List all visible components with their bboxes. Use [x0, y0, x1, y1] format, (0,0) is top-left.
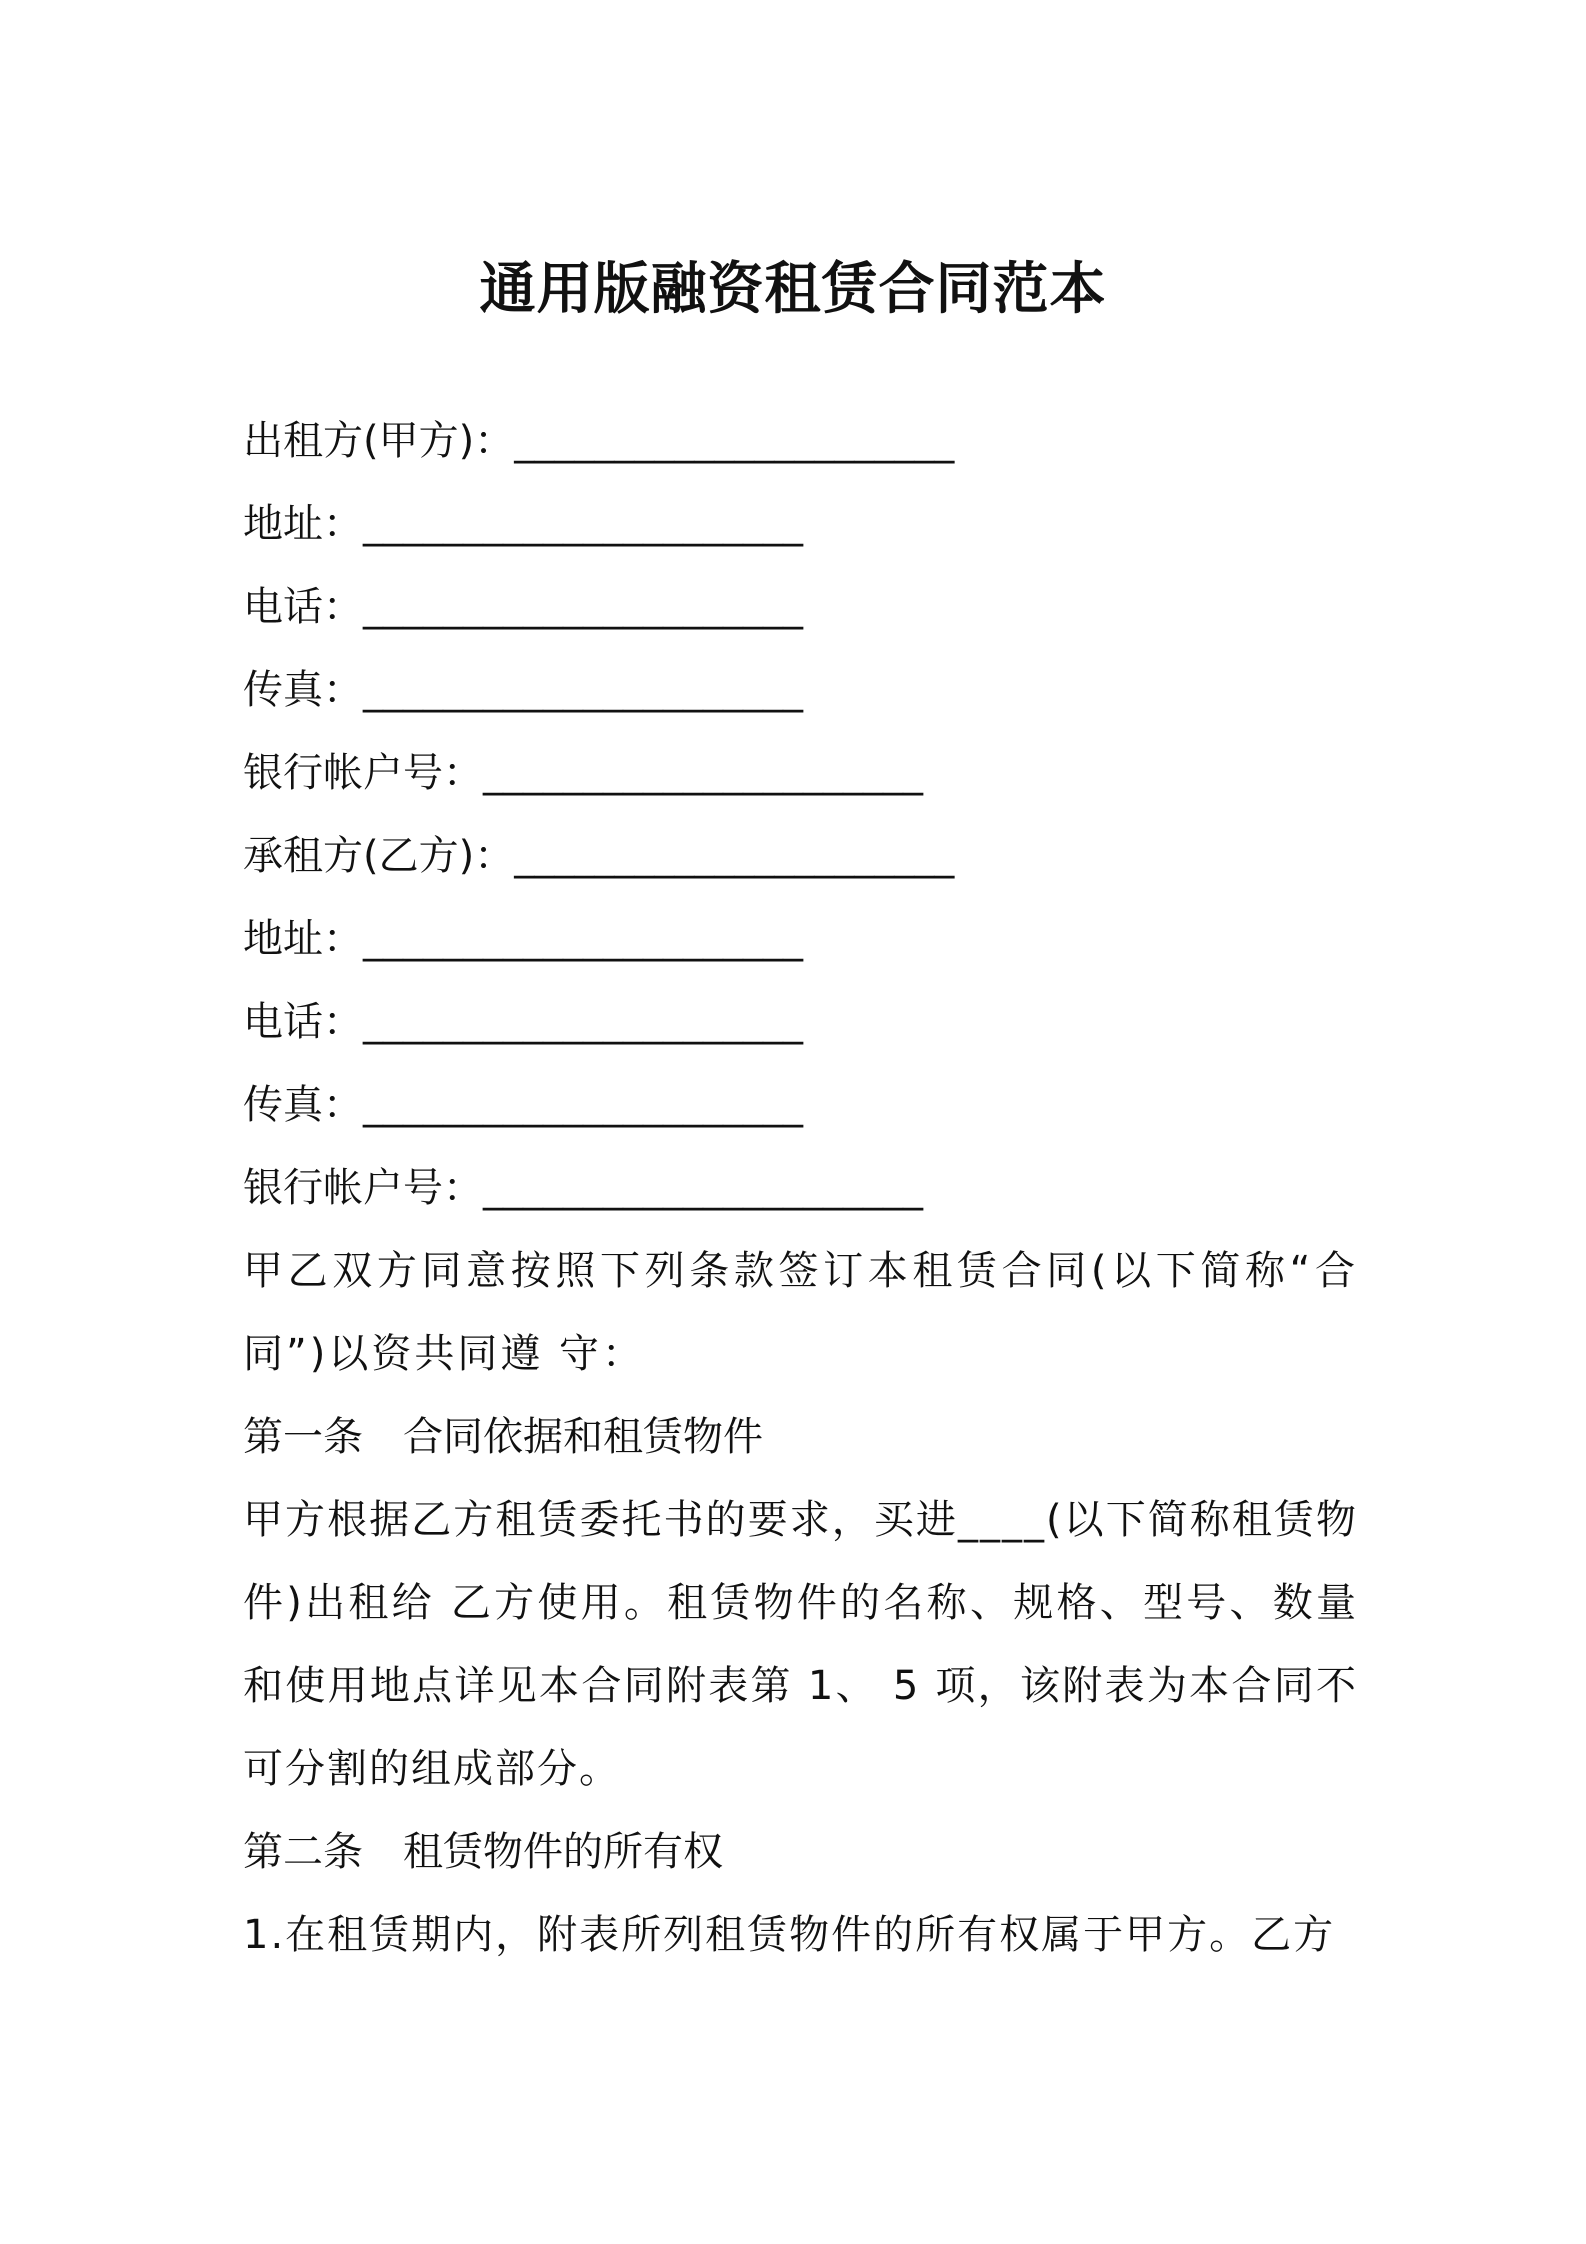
lessor-address-line: 地址：______________________ [243, 501, 803, 547]
article-1-title: 合同依据和租赁物件 [403, 1414, 763, 1460]
article-1-heading [243, 1396, 1358, 1479]
lessor-line: 出租方(甲方)：______________________ [243, 418, 955, 464]
document-body [243, 400, 1358, 1977]
article-2-item-1: 1.在租赁期内，附表所列租赁物件的所有权属于甲方。乙方 [243, 1912, 1336, 1958]
lessee-bank-account-line: 银行帐户号：______________________ [243, 1165, 923, 1211]
article-2-heading [243, 1811, 1358, 1894]
lessee-fax-line: 传真：______________________ [243, 1082, 803, 1128]
lessor-phone-line: 电话：______________________ [243, 584, 803, 630]
lessor-fax-line: 传真：______________________ [243, 667, 803, 713]
article-2-number: 第二条 [243, 1829, 363, 1875]
article-1-body: 甲方根据乙方租赁委托书的要求，买进____(以下简称租赁物件)出租给 乙方使用。租赁物件的名称、规格、型号、数量和使用地点详见本合同附表第 1、 5 项，该附表为本合同不可分割的组成部分。 [243, 1497, 1358, 1792]
lessee-address-line: 地址：______________________ [243, 916, 803, 962]
preamble-paragraph: 甲乙双方同意按照下列条款签订本租赁合同(以下简称“合同”)以资共同遵 守： [243, 1248, 1358, 1377]
lessee-line: 承租方(乙方)：______________________ [243, 833, 955, 879]
article-1-number: 第一条 [243, 1414, 363, 1460]
lessor-bank-account-line: 银行帐户号：______________________ [243, 750, 923, 796]
document-title: 通用版融资租赁合同范本 [479, 257, 1107, 322]
article-2-title: 租赁物件的所有权 [403, 1829, 723, 1875]
lessee-phone-line: 电话：______________________ [243, 999, 803, 1045]
